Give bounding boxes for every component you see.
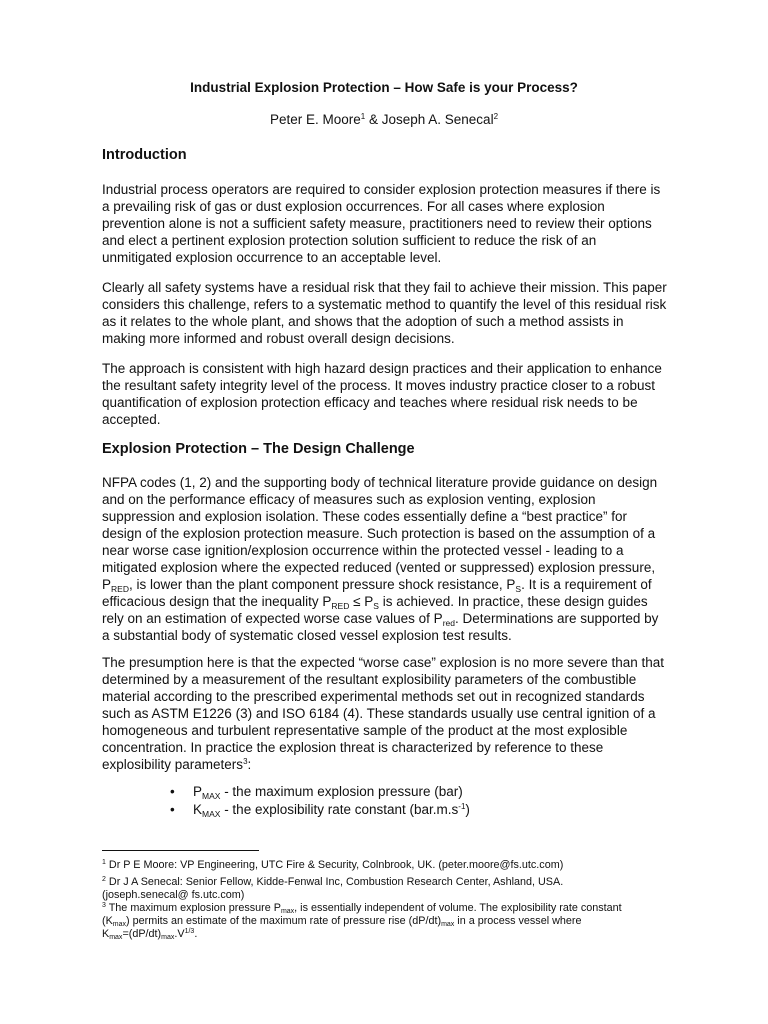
parameter-symbol: K xyxy=(193,802,203,817)
author-2: Joseph A. Senecal xyxy=(381,112,494,127)
text-run: is achieved. In practice, these design guides rely on an estimation of expected worse case values of P xyxy=(102,594,648,626)
parameter-description: - the maximum explosion pressure (bar) xyxy=(220,784,463,799)
superscript: 1/3 xyxy=(184,928,195,935)
text-run: , is lower than the plant component pressure shock resistance, P xyxy=(128,577,516,592)
text-run: The presumption here is that the expected “worse case” explosion is no more severe than that determined by a measurement of the resultant explosibility parameters of the combustible material according to the prescribed experimental methods set out in recognized standards such as ASTM E1226 (3) and ISO 6184 (4). These standards usually use central ignition of a homogeneous and turbulent representative sample of the product at the most explosible concentration. In practice the explosion threat is characterized by reference to these explosibility parameters xyxy=(102,655,665,772)
footnote-text: in a process vessel where xyxy=(454,915,582,927)
footnote-mark: 2 xyxy=(102,876,106,883)
footnote-text: . xyxy=(194,928,198,940)
text-run: : xyxy=(247,757,252,772)
bullet-icon: • xyxy=(170,802,175,817)
subscript: S xyxy=(373,601,379,611)
subscript: RED xyxy=(331,601,350,611)
subscript: max xyxy=(441,921,455,928)
footnote-text: , is essentially independent of volume. The explosibility rate constant xyxy=(294,902,622,914)
text-run: ) xyxy=(465,802,470,817)
subscript: max xyxy=(112,921,127,928)
subscript: MAX xyxy=(202,809,221,819)
footnote-text: .V xyxy=(174,928,185,940)
footnote-text: (joseph.senecal@ fs.utc.com) xyxy=(102,889,245,901)
footnote-text: K xyxy=(102,928,110,940)
paper-title: Industrial Explosion Protection – How Safe is your Process? xyxy=(190,80,578,95)
subscript: max xyxy=(161,934,175,941)
footnote-1 xyxy=(102,859,672,872)
footnote-2 xyxy=(102,876,672,902)
footnote-mark-3: 3 xyxy=(243,757,248,766)
text-run: ≤ P xyxy=(349,594,374,609)
footnote-text: Dr J A Senecal: Senior Fellow, Kidde-Fenwal Inc, Combustion Research Center, Ashland, USA. xyxy=(105,876,564,888)
list-item xyxy=(170,801,670,819)
introduction-heading: Introduction xyxy=(102,147,187,163)
parameter-description: - the explosibility rate constant (bar.m.s xyxy=(220,802,459,817)
author-joiner: & xyxy=(365,112,382,127)
superscript: -1 xyxy=(458,802,466,811)
footnote-text: =(dP/dt) xyxy=(122,928,162,940)
text-run: . Determinations are supported by a substantial body of systematic closed vessel explosion test results. xyxy=(102,611,659,643)
author-2-footnote-mark: 2 xyxy=(493,112,499,121)
intro-paragraph-2: Clearly all safety systems have a residual risk that they fail to achieve their mission. This paper considers this challenge, refers to a systematic method to quantify the level of this residual risk as it relates to the whole plant, and shows that the adoption of such a method assists in making more informed and robust overall design decisions. xyxy=(102,280,667,346)
footnote-text: Dr P E Moore: VP Engineering, UTC Fire & Security, Colnbrook, UK. (peter.moore@fs.utc.com) xyxy=(105,859,564,871)
list-item xyxy=(170,783,670,801)
footnote-separator xyxy=(102,850,259,851)
subscript: max xyxy=(280,908,295,915)
parameter-symbol: P xyxy=(193,784,203,799)
subscript: red xyxy=(442,618,455,628)
footnote-mark: 3 xyxy=(102,902,106,909)
design-challenge-heading: Explosion Protection – The Design Challenge xyxy=(102,441,415,457)
author-1-footnote-mark: 1 xyxy=(360,112,366,121)
subscript: MAX xyxy=(202,791,221,801)
intro-paragraph-1: Industrial process operators are required to consider explosion protection measures if there is a prevailing risk of gas or dust explosion occurrences. For all cases where explosion prevention alone is not a sufficient safety measure, practitioners need to review their options and elect a pertinent explosion protection solution sufficient to reduce the risk of an unmitigated explosion occurrence to an acceptable level. xyxy=(102,182,661,265)
intro-paragraph-3: The approach is consistent with high hazard design practices and their application to enhance the resultant safety integrity level of the process. It moves industry practice closer to a robust quantification of explosion protection efficacy and teaches where residual risk needs to be accepted. xyxy=(102,361,662,427)
footnote-3 xyxy=(102,902,672,941)
design-paragraph-2 xyxy=(102,654,668,773)
footnote-text: The maximum explosion pressure P xyxy=(105,902,281,914)
subscript: S xyxy=(515,584,522,594)
text-run: . It is a requirement of efficacious design that the inequality P xyxy=(102,577,652,609)
subscript: RED xyxy=(111,584,129,594)
text-run: NFPA codes (1, 2) and the supporting body of technical literature provide guidance on design and on the performance efficacy of measures such as explosion venting, explosion suppression and explosion isolation. These codes essentially define a “best practice” for design of the explosion protection measure. Such protection is based on the assumption of a near worse case ignition/explosion occurrence within the protected vessel - leading to a mitigated explosion where the expected reduced (vented or suppressed) explosion pressure, P xyxy=(102,475,658,592)
subscript: max xyxy=(109,934,123,941)
author-line xyxy=(0,112,768,127)
bullet-icon: • xyxy=(170,784,175,799)
explosibility-parameter-list xyxy=(170,783,670,819)
author-1: Peter E. Moore xyxy=(269,112,361,127)
footnote-text: (K xyxy=(102,915,113,927)
footnote-text: ) permits an estimate of the maximum rate of pressure rise (dP/dt) xyxy=(126,915,442,927)
footnote-mark: 1 xyxy=(102,859,106,866)
design-paragraph-1 xyxy=(102,474,668,644)
